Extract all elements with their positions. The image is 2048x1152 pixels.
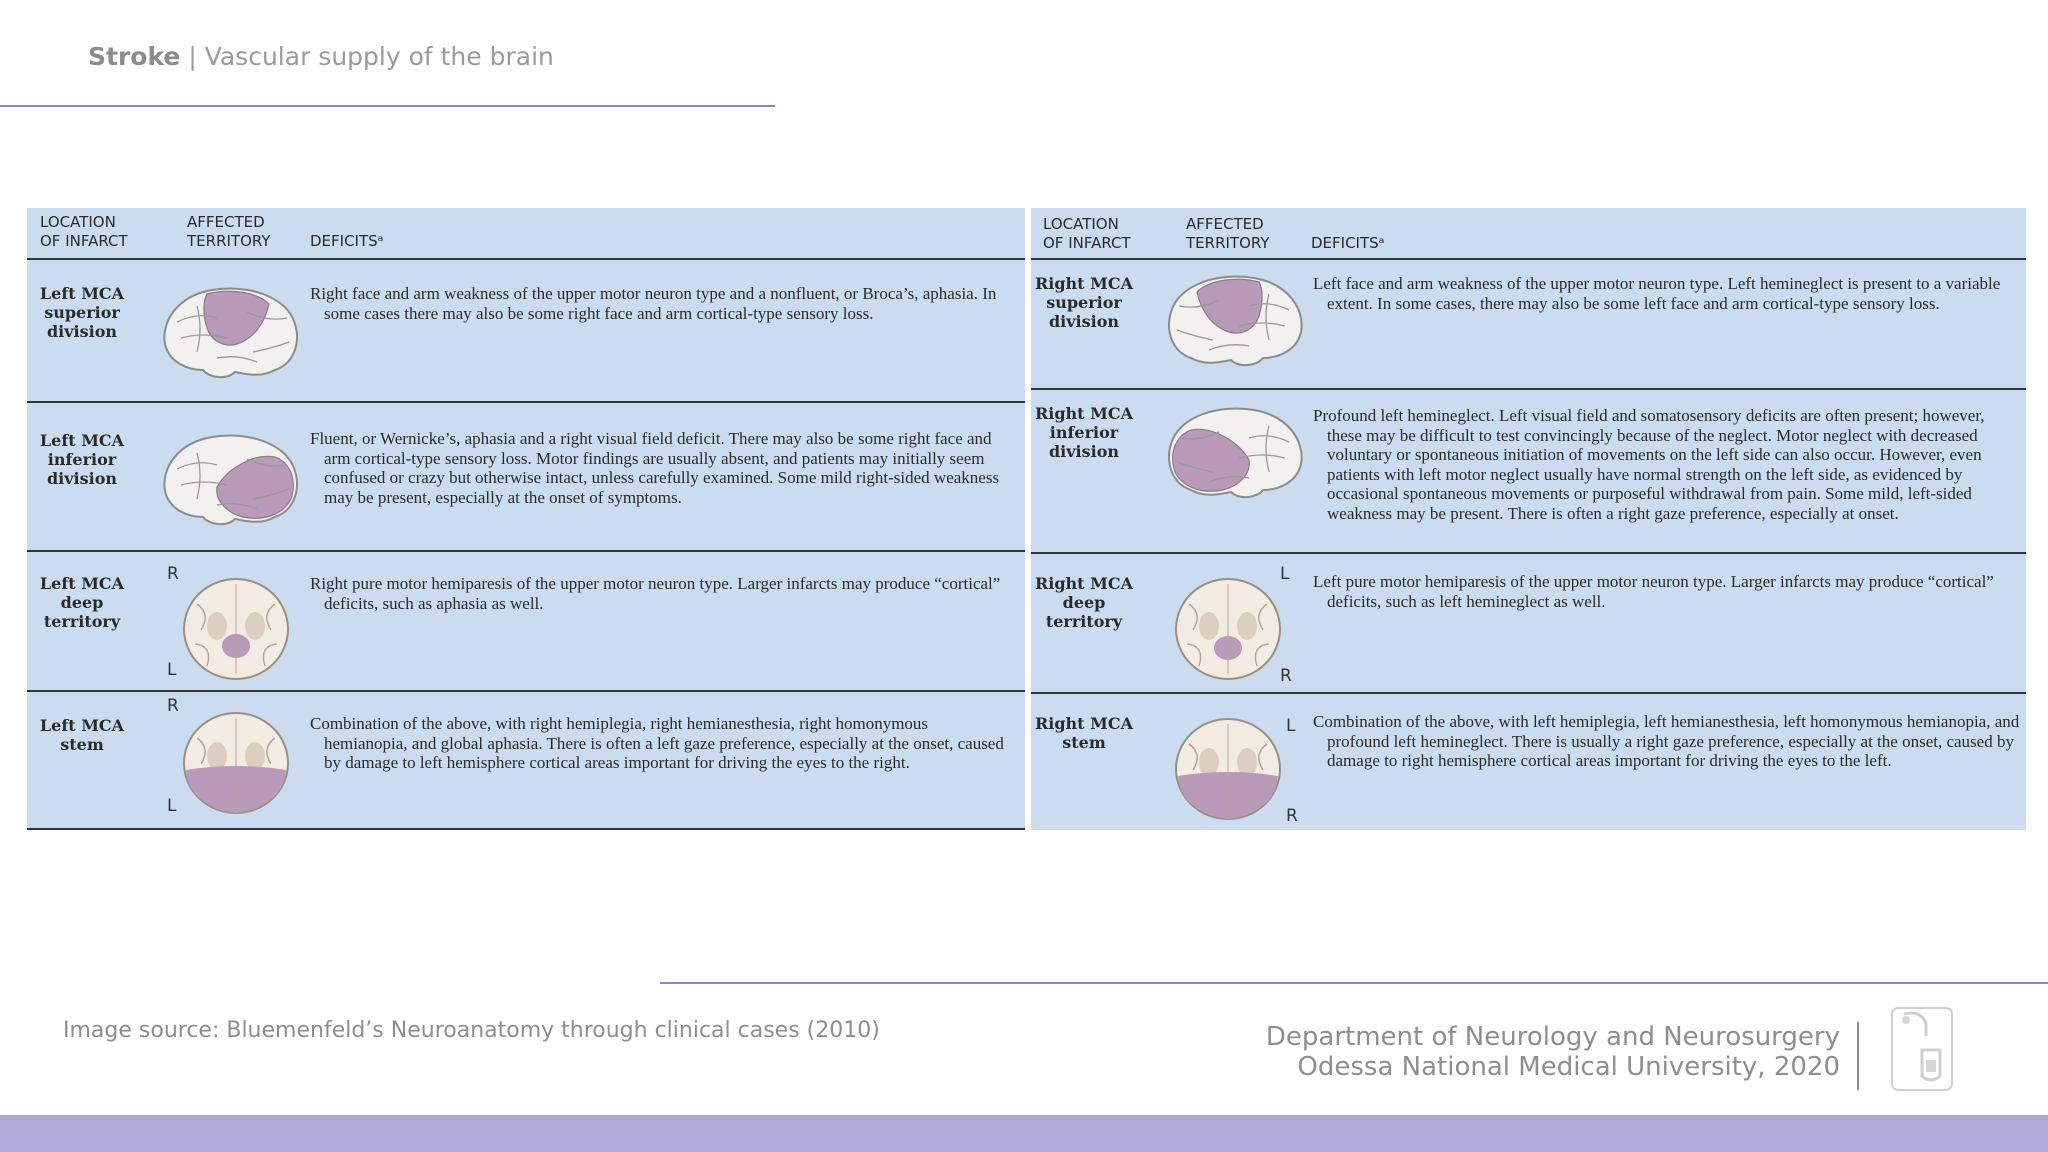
header-territory-line2: TERRITORY: [1186, 234, 1270, 252]
side-label-top: L: [1286, 716, 1296, 736]
side-label-bottom: R: [1280, 666, 1292, 686]
location-cell: [27, 574, 137, 631]
location-line: division: [1048, 312, 1120, 331]
location-line: division: [1048, 442, 1120, 461]
header-location-line2: OF INFARCT: [40, 232, 128, 250]
brain-lateral-icon: [1165, 270, 1309, 370]
location-line: stem: [60, 735, 104, 754]
left-mca-table: [27, 208, 1025, 830]
header-location: [1043, 215, 1131, 253]
location-line: superior: [1046, 293, 1122, 312]
location-line: Left MCA: [39, 574, 125, 593]
location-line: Right MCA: [1034, 574, 1133, 593]
header-territory-line2: TERRITORY: [187, 232, 271, 250]
location-cell: [27, 431, 137, 488]
side-label-bottom: R: [1286, 806, 1298, 826]
location-cell: [1029, 714, 1139, 752]
department-info: [1266, 1022, 1840, 1082]
deficit-text: Combination of the above, with right hemiplegia, right hemianesthesia, right homonymous hemianopia, and global aphasia. There is often a left gaze preference, especially at the onset, caused by damage to left hemisphere cortical areas important for driving the eyes to the right.: [310, 714, 1004, 772]
location-line: division: [46, 469, 118, 488]
side-label-top: R: [167, 696, 179, 716]
header-deficits: DEFICITSᵃ: [1311, 234, 1385, 252]
table-row: [27, 552, 1025, 692]
header-location: [40, 213, 128, 251]
table-row: [27, 692, 1025, 830]
footer-band: [0, 1115, 2048, 1152]
deficit-text: Right face and arm weakness of the upper motor neuron type and a nonfluent, or Broca’s, aphasia. In some cases there may also be some right face and arm cortical-type sensory loss.: [310, 284, 997, 323]
location-cell: [1029, 574, 1139, 631]
location-line: deep: [1062, 593, 1106, 612]
location-line: territory: [43, 612, 121, 631]
location-cell: [1029, 404, 1139, 461]
brain-lateral-icon: [157, 429, 301, 529]
location-line: inferior: [47, 450, 117, 469]
title-separator: |: [180, 42, 205, 71]
title-subtitle: Vascular supply of the brain: [204, 42, 554, 71]
table-row: [1031, 260, 2026, 390]
deficit-text: Left pure motor hemiparesis of the upper motor neuron type. Larger infarcts may produce “cortical” deficits, such as left hemineglect as well.: [1313, 572, 1994, 611]
university-logo-icon: [1890, 1006, 1954, 1092]
deficit-text: Fluent, or Wernicke’s, aphasia and a right visual field deficit. There may also be some right face and arm cortical-type sensory loss. Motor findings are usually absent, and patients may initially seem confused or crazy but otherwise intact, unless carefully examined. Some mild right-sided weakness may be present, especially at the onset of symptoms.: [310, 429, 1000, 507]
slide-title: [88, 42, 554, 71]
brain-axial-icon: [1169, 574, 1287, 684]
location-line: Right MCA: [1034, 404, 1133, 423]
department-name: Department of Neurology and Neurosurgery: [1265, 1022, 1840, 1052]
image-source-caption: Image source: Bluemenfeld’s Neuroanatomy through clinical cases (2010): [63, 1018, 880, 1043]
brain-axial-icon: [177, 708, 295, 818]
table-header: [1031, 208, 2026, 260]
brain-lateral-icon: [157, 282, 301, 382]
table-row: [27, 260, 1025, 403]
location-cell: [27, 284, 137, 341]
header-deficits: DEFICITSᵃ: [310, 232, 384, 250]
location-line: deep: [60, 593, 104, 612]
location-line: Left MCA: [39, 716, 125, 735]
side-label-bottom: L: [167, 796, 177, 816]
location-line: stem: [1062, 733, 1106, 752]
bottom-divider: [660, 982, 2048, 984]
deficit-text: Combination of the above, with left hemiplegia, left hemianesthesia, left homonymous hemianopia, and profound left hemineglect. There is usually a right gaze preference, especially at the onset, caused by damage to right hemisphere cortical areas important for driving the eyes to the left.: [1313, 712, 2020, 770]
top-divider: [0, 105, 775, 107]
header-location-line2: OF INFARCT: [1043, 234, 1131, 252]
deficit-text: Left face and arm weakness of the upper motor neuron type. Left hemineglect is present to a variable extent. In some cases, there may also be some left face and arm cortical-type sensory loss.: [1313, 274, 2001, 313]
side-label-bottom: L: [167, 660, 177, 680]
deficit-text: Right pure motor hemiparesis of the upper motor neuron type. Larger infarcts may produce “cortical” deficits, such as aphasia as well.: [310, 574, 1001, 613]
footer-separator: [1857, 1022, 1859, 1090]
deficit-text: Profound left hemineglect. Left visual field and somatosensory deficits are often present; however, these may be difficult to test convincingly because of the neglect. Motor neglect with decreased voluntary or spontaneous initiation of movements on the left side can also occur. However, even patients with left motor neglect usually have normal strength on the left side, as evidenced by occasional spontaneous movements or purposeful withdrawal from pain. Some mild, left-sided weakness may be present. There is often a right gaze preference, especially at onset.: [1313, 406, 1985, 523]
header-location-line1: LOCATION: [1043, 215, 1119, 233]
location-line: Left MCA: [39, 431, 125, 450]
brain-lateral-icon: [1165, 402, 1309, 502]
table-row: [1031, 694, 2026, 830]
header-location-line1: LOCATION: [40, 213, 116, 231]
location-line: Right MCA: [1034, 714, 1133, 733]
location-line: superior: [44, 303, 120, 322]
table-header: [27, 208, 1025, 260]
header-territory-line1: AFFECTED: [1186, 215, 1264, 233]
title-bold: Stroke: [88, 42, 181, 71]
location-line: Left MCA: [39, 284, 125, 303]
header-territory: [1186, 215, 1270, 253]
right-mca-table: [1031, 208, 2026, 830]
table-row: [1031, 554, 2026, 694]
location-line: division: [46, 322, 118, 341]
location-line: inferior: [1049, 423, 1119, 442]
header-territory: [187, 213, 271, 251]
location-line: territory: [1045, 612, 1123, 631]
university-name: Odessa National Medical University, 2020: [1297, 1052, 1840, 1082]
location-line: Right MCA: [1034, 274, 1133, 293]
location-cell: [27, 716, 137, 754]
table-row: [1031, 390, 2026, 554]
location-cell: [1029, 274, 1139, 331]
side-label-top: L: [1280, 564, 1290, 584]
table-row: [27, 403, 1025, 552]
header-territory-line1: AFFECTED: [187, 213, 265, 231]
brain-axial-icon: [177, 574, 295, 684]
brain-axial-icon: [1169, 714, 1287, 824]
side-label-top: R: [167, 564, 179, 584]
